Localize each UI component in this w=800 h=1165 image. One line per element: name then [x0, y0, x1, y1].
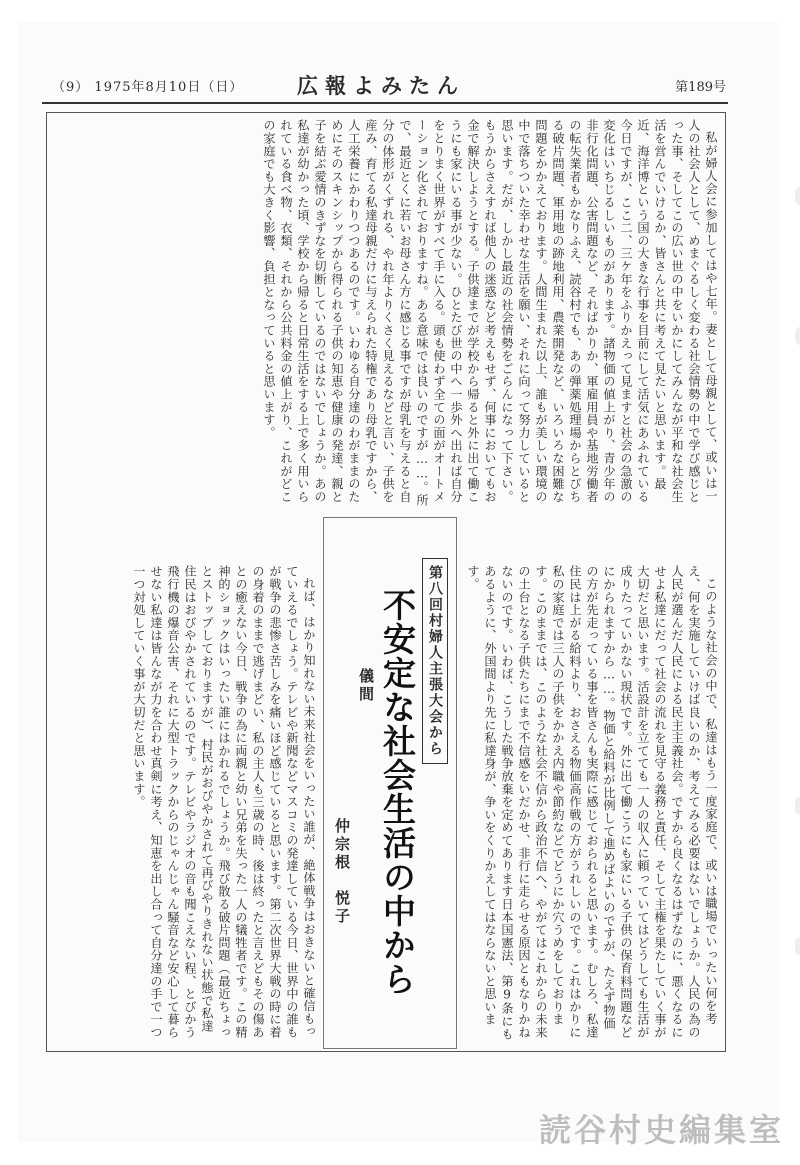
page-number: （9） — [52, 80, 90, 95]
punch-hole — [795, 797, 800, 815]
page-header — [42, 68, 728, 104]
author-location: 儀間 — [357, 668, 375, 704]
article-body-bottom-left — [51, 565, 317, 1041]
article-box — [46, 112, 726, 1052]
issue-date: 1975年8月10日（日） — [94, 80, 244, 95]
punch-hole — [795, 327, 800, 345]
issue-number: 第189号 — [675, 80, 726, 95]
header-page-date — [52, 76, 243, 95]
article-title: 不安定な社会生活の中から — [378, 588, 417, 996]
body-text: 私が婦人会に参加してはや七年。妻として母親として、或いは一人の社会人として、めまぐるしく変わる社会情勢の中で学び感じとった事、そしてこの広い世の中をいかにしてみんなが平和な社会生活を営んでいけるか、皆さんと共に考えて見たいと思います。最近、海洋博という国の大きな行事を目前にして活気にあふれている今日ですが、ここ二、三ケ年をふりかえって見ますと社会の急激の変化はいちじるしいものがあります。諸物価の値上がり、青少年の非行化問題、公害問題など、そればかりか、軍雇用員や基地労働者の転失業者もかなりふえ、読谷村でも、あの弾薬処理場からとびちる破片問題、軍用地の跡地利用、農業開発など、いろいろな困難な問題をかかえております。人間生まれた以上、誰もが美しい環境の中で落ちついた幸わせな生活を願い、それに向って努力していると思います。だが、しかし最近の社会情勢をごらんになって下さい。もうからさえすれば他人の迷惑など考えもせず、何事においてもお金で解決しようとする。子供達までが学校から帰ると外に出て働こうにも家にいる事が少ない。ひとたび世の中へ一歩外へ出れば自分をとりまく世界がすべて手に入る。頭も使わず全ての面がオートメーション化されておりますね。ある意味では良いのですが……。所で、最近とくに若いお母さん方に感じる事ですが母乳を与えると自分の体形がくずれる、やれ年よりくさく見えるなどと言い、子供を産み、育てる私達母親だけに与えられた特権であり母乳ですから、人工栄養にかわりつつあるのです。いわゆる自分達のわがままのためにそのスキンシップから得られる子供の知恵や健康の発達、親と子を結ぶ愛情のきずなを切断しているのではないでしょうか。あの私達が幼かった頃、学校から帰ると日常生活をする上で多く用いられている食べ物、衣類、それから公共料金の値上がり、これがどこの家庭でも大きく影響、負担となっていると思います。 — [262, 119, 718, 507]
newsletter-title: 広報よみたん — [297, 73, 465, 98]
body-text: このような社会の中で、私達はもう一度家庭で、或いは職場でいったい何を考え、何を実施していけば良いのか、考えてみる必要はないでしょうか。人民の為の人民が選んだ人民による民主主義社会。ですから良くなるはずなのに、悪くなるにせよ私達にだって社会の流れを見守る義務と責任、そして主権を果たしていく事が大切だと思います。活設計を立てても一人の収入に頼っていてはどうしても生活が成りたっていかない現状です。外に出て働こうにも家にいる子供の保育料問題などにかられますから……。物価と給料が比例して進めばよいのですが、たえず物価の方が先走っている事を皆さんも実際に感じておられると思います。むしろ、私達住民は上がる給料より、おさえる物価高作戦の方がうれしいのです。これはかりに私の家庭では三人の子供をかかえ内職や節約などでどうにか穴うめをしております。このままでは、このような社会不信から政治不信へ、やがてはこれからの未来の土台となる子供たちにまで不信感をいだかせ、非行に走らせる原因ともなりかねないのです。いわば、こうした戦争放棄を定めてあります日本国憲法、第9条にもあるように、外国間より先に私達身が、争いをくりかえしてはならないと思います。 — [466, 565, 718, 1041]
author-name: 仲宗根 悦子 — [333, 818, 351, 926]
headline-panel — [323, 517, 457, 1049]
punch-hole — [795, 187, 800, 205]
article-body-top — [51, 119, 719, 515]
body-text: れば、はかり知れない未来社会をいったい誰が、絶体戦争はおきないと確信もっていえるでしょう。テレビや新聞などマスコミの発達している今日、世界中の誰もが戦争の悲惨さ苦しみを痛いほど感じていると思います。第二次世界大戦の時に着の身着のままで逃げまどい、私の主人も三歳の時、後は終ったと言えどもその傷あとの癒えない今日、戦争の為に両親と幼い兄弟を失った一人の犠牲者です。この精神的ショックはいったい誰にはかれるでしょうか。飛び散る破片問題（最近ちょっとストップしておりますが）、村民がおびやかされて再びやりきれない状態で私達住民はおびやかされているのです。テレビやラジオの音も聞こえない程、とびかう飛行機の爆音公害、それに大型トラックからのじゃんじゃん騒音など安心して暮らせない私達は皆んなが力を合わせ真剣に考え、知恵を出し合って自分達の手で一つ一つ対処していく事が大切だと思います。 — [132, 565, 316, 1039]
punch-hole — [795, 937, 800, 955]
article-subtitle: 第八回村婦人主張大会から — [422, 558, 448, 764]
archive-watermark: 読谷村史編集室 — [538, 1111, 784, 1149]
